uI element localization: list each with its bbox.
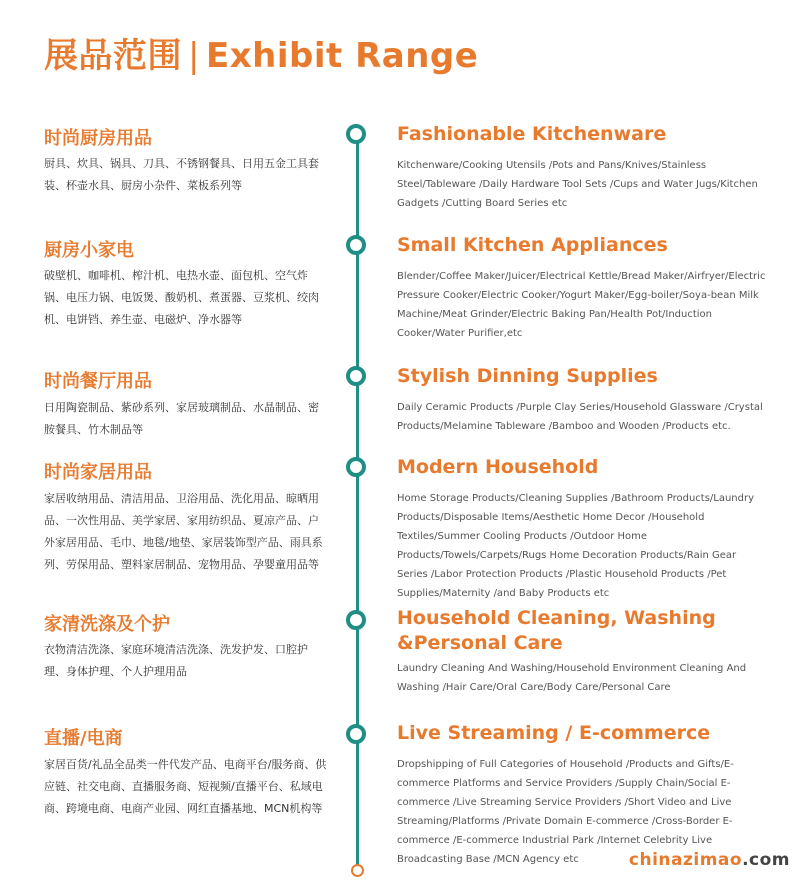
section-en-title-appliances: Small Kitchen Appliances	[397, 234, 668, 256]
section-cn-title-household: 时尚家居用品	[44, 462, 152, 483]
section-en-body-household: Home Storage Products/Cleaning Supplies /Bathroom Products/Laundry Products/Disposable Items/Aesthetic Home Decor /Household Textiles/Summer Cooling Products /Outdoor Home Products/Towels/Carpets/Rugs Home Decoration Products/Rain Gear Series /Labor Protection Products /Plastic Household Products /Pet Supplies/Maternity /and Baby Products etc	[397, 493, 755, 599]
title-separator: |	[188, 36, 200, 76]
section-en-title-kitchenware: Fashionable Kitchenware	[397, 123, 667, 145]
timeline-dot-household	[346, 457, 366, 477]
section-en-title-cleaning: Household Cleaning, Washing &Personal Care	[397, 607, 716, 654]
section-en-title-household: Modern Household	[397, 456, 599, 478]
title-en: Exhibit Range	[205, 36, 479, 76]
section-en-body-ecommerce: Dropshipping of Full Categories of Household /Products and Gifts/E-commerce Platforms and Service Providers /Supply Chain/Social E-commerce /Live Streaming Service Providers /Short Video and Live Streaming/Platforms /Private Domain E-commerce /Cross-Border E-commerce /E-commerce Industrial Park /Internet Celebrity Live Broadcasting Base /MCN Agency etc	[397, 759, 734, 865]
section-cn-title-cleaning: 家清洗涤及个护	[44, 614, 170, 635]
timeline-dot-appliances	[346, 235, 366, 255]
section-en-body-cleaning: Laundry Cleaning And Washing/Household Environment Cleaning And Washing /Hair Care/Oral Care/Body Care/Personal Care	[397, 663, 747, 693]
timeline-end-dot	[351, 864, 364, 877]
section-cn-body-household: 家居收纳用品、清洁用品、卫浴用品、洗化用品、晾晒用品、一次性用品、美学家居、家用纺织品、夏凉产品、户外家居用品、毛巾、地毯/地垫、家居装饰型产品、雨具系列、劳保用品、塑料家居制品、宠物用品、孕婴童用品等	[44, 492, 323, 571]
section-cn-body-appliances: 破壁机、咖啡机、榨汁机、电热水壶、面包机、空气炸锅、电压力锅、电饭煲、酸奶机、煮蛋器、豆浆机、绞肉机、电饼铛、养生壶、电磁炉、净水器等	[44, 269, 319, 326]
section-cn-body-ecommerce: 家居百货/礼品全品类一件代发产品、电商平台/服务商、供应链、社交电商、直播服务商、短视频/直播平台、私域电商、跨境电商、电商产业园、网红直播基地、MCN机构等	[44, 758, 327, 815]
timeline-dot-ecommerce	[346, 724, 366, 744]
section-cn-title-dinning: 时尚餐厅用品	[44, 371, 152, 392]
title-cn: 展品范围	[44, 36, 182, 76]
section-en-body-kitchenware: Kitchenware/Cooking Utensils /Pots and Pans/Knives/Stainless Steel/Tableware /Daily Hardware Tool Sets /Cups and Water Jugs/Kitchen Gadgets /Cutting Board Series etc	[397, 160, 758, 209]
section-cn-body-dinning: 日用陶瓷制品、紫砂系列、家居玻璃制品、水晶制品、密胺餐具、竹木制品等	[44, 401, 319, 436]
section-cn-title-kitchenware: 时尚厨房用品	[44, 128, 152, 149]
watermark-logo	[629, 850, 790, 870]
page-title	[44, 28, 478, 77]
timeline-dot-dinning	[346, 366, 366, 386]
section-en-body-appliances: Blender/Coffee Maker/Juicer/Electrical Kettle/Bread Maker/Airfryer/Electric Pressure Cooker/Electric Cooker/Yogurt Maker/Egg-boiler/Soya-bean Milk Machine/Meat Grinder/Electric Baking Pan/Health Pot/Induction Cooker/Water Purifier,etc	[397, 271, 766, 339]
section-en-title-ecommerce: Live Streaming / E-commerce	[397, 722, 711, 744]
watermark-suffix: .com	[742, 850, 790, 870]
timeline-dot-cleaning	[346, 610, 366, 630]
timeline-dot-kitchenware	[346, 124, 366, 144]
section-en-body-dinning: Daily Ceramic Products /Purple Clay Series/Household Glassware /Crystal Products/Melamine Tableware /Bamboo and Wooden /Products etc.	[397, 402, 763, 432]
section-cn-title-ecommerce: 直播/电商	[44, 728, 123, 749]
watermark-main: chinazimao	[628, 850, 743, 870]
section-cn-body-cleaning: 衣物清洁洗涤、家庭环境清洁洗涤、洗发护发、口腔护理、身体护理、个人护理用品	[44, 643, 308, 678]
section-cn-title-appliances: 厨房小家电	[44, 240, 134, 261]
section-cn-body-kitchenware: 厨具、炊具、锅具、刀具、不锈钢餐具、日用五金工具套装、杯壶水具、厨房小杂件、菜板系列等	[44, 157, 319, 192]
section-en-title-dinning: Stylish Dinning Supplies	[397, 365, 658, 387]
